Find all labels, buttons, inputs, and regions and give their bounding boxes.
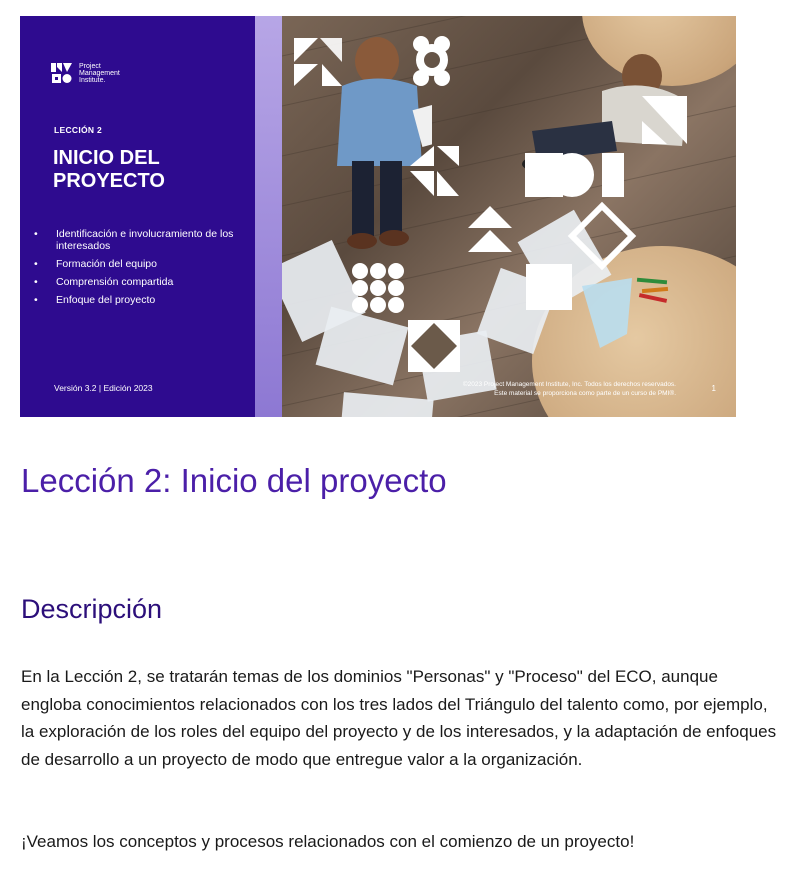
lesson-slide-image (20, 16, 736, 417)
description-paragraph: En la Lección 2, se tratarán temas de los dominios "Personas" y "Proceso" del ECO, aunque engloba conocimientos relacionados con los tres lados del Triángulo del talento como, por ejemplo, la exploración de los roles del equipo del proyecto y de los interesados, y la adaptación de enfoques de desarrollo a un proyecto de modo que entregue valor a la organización. (21, 667, 777, 769)
slide-lesson-label: LECCIÓN 2 (54, 125, 103, 135)
slide-topic-item: • Comprensión compartida (34, 276, 249, 288)
slide-topic-list (34, 228, 249, 312)
copyright-line-2: Este material se proporciona como parte de un curso de PMI®. (494, 390, 676, 397)
pmi-logo-text (79, 63, 120, 84)
slide-title: INICIO DEL PROYECTO (53, 147, 165, 192)
geometric-overlay (282, 16, 736, 417)
logo-line-2: Management (79, 69, 120, 77)
logo-line-3: Institute. (79, 76, 106, 84)
slide-photo (282, 16, 736, 417)
pmi-logo-mark-icon (51, 62, 73, 84)
copyright-line-1: ©2023 Project Management Institute, Inc. Todos los derechos reservados. (462, 381, 676, 388)
section-heading: Descripción (21, 594, 163, 624)
slide-version: Versión 3.2 | Edición 2023 (54, 383, 153, 393)
slide-topic-item: • Enfoque del proyecto (34, 294, 249, 306)
slide-title-panel (20, 16, 255, 417)
pmi-logo (51, 62, 120, 84)
slide-topic-item: • Identificación e involucramiento de los interesados (34, 228, 249, 252)
slide-page-number: 1 (711, 384, 716, 393)
page-title: Lección 2: Inicio del proyecto (21, 462, 447, 499)
logo-line-1: Project (79, 62, 101, 70)
slide-topic-item: • Formación del equipo (34, 258, 249, 270)
intro-call-to-action: ¡Veamos los conceptos y procesos relacionados con el comienzo de un proyecto! (21, 832, 635, 851)
slide-copyright (463, 380, 676, 398)
slide-divider-stripe (255, 16, 282, 417)
